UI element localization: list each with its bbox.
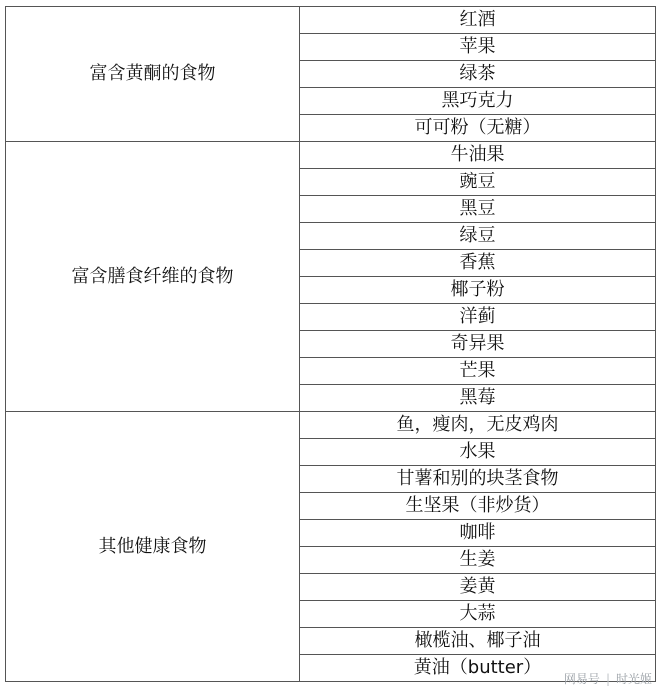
food-item-cell: 牛油果 <box>300 142 656 169</box>
food-item-cell: 芒果 <box>300 358 656 385</box>
food-item-cell: 绿豆 <box>300 223 656 250</box>
food-item-cell: 咖啡 <box>300 520 656 547</box>
watermark-author: 时光姬 <box>615 672 652 686</box>
watermark-divider: | <box>605 672 610 686</box>
watermark-source: 网易号 <box>563 672 600 686</box>
food-item-cell: 黑莓 <box>300 385 656 412</box>
food-table <box>5 6 656 682</box>
food-item-cell: 水果 <box>300 439 656 466</box>
category-cell: 富含膳食纤维的食物 <box>6 142 300 412</box>
food-table-body <box>6 7 656 682</box>
watermark <box>564 670 652 687</box>
table-row <box>6 412 656 439</box>
food-item-cell: 姜黄 <box>300 574 656 601</box>
food-item-cell: 鱼，瘦肉，无皮鸡肉 <box>300 412 656 439</box>
food-item-cell: 生姜 <box>300 547 656 574</box>
food-item-cell: 香蕉 <box>300 250 656 277</box>
food-item-cell: 黄油（butter） <box>300 655 656 682</box>
table-row <box>6 142 656 169</box>
category-cell: 富含黄酮的食物 <box>6 7 300 142</box>
table-row <box>6 7 656 34</box>
food-item-cell: 苹果 <box>300 34 656 61</box>
food-item-cell: 甘薯和别的块茎食物 <box>300 466 656 493</box>
food-item-cell: 大蒜 <box>300 601 656 628</box>
food-item-cell: 豌豆 <box>300 169 656 196</box>
food-item-cell: 黑豆 <box>300 196 656 223</box>
food-item-cell: 生坚果（非炒货） <box>300 493 656 520</box>
food-item-cell: 椰子粉 <box>300 277 656 304</box>
food-item-cell: 绿茶 <box>300 61 656 88</box>
food-item-cell: 黑巧克力 <box>300 88 656 115</box>
food-item-cell: 奇异果 <box>300 331 656 358</box>
food-item-cell: 红酒 <box>300 7 656 34</box>
category-cell: 其他健康食物 <box>6 412 300 682</box>
food-item-cell: 洋蓟 <box>300 304 656 331</box>
food-item-cell: 可可粉（无糖） <box>300 115 656 142</box>
food-item-cell: 橄榄油、椰子油 <box>300 628 656 655</box>
